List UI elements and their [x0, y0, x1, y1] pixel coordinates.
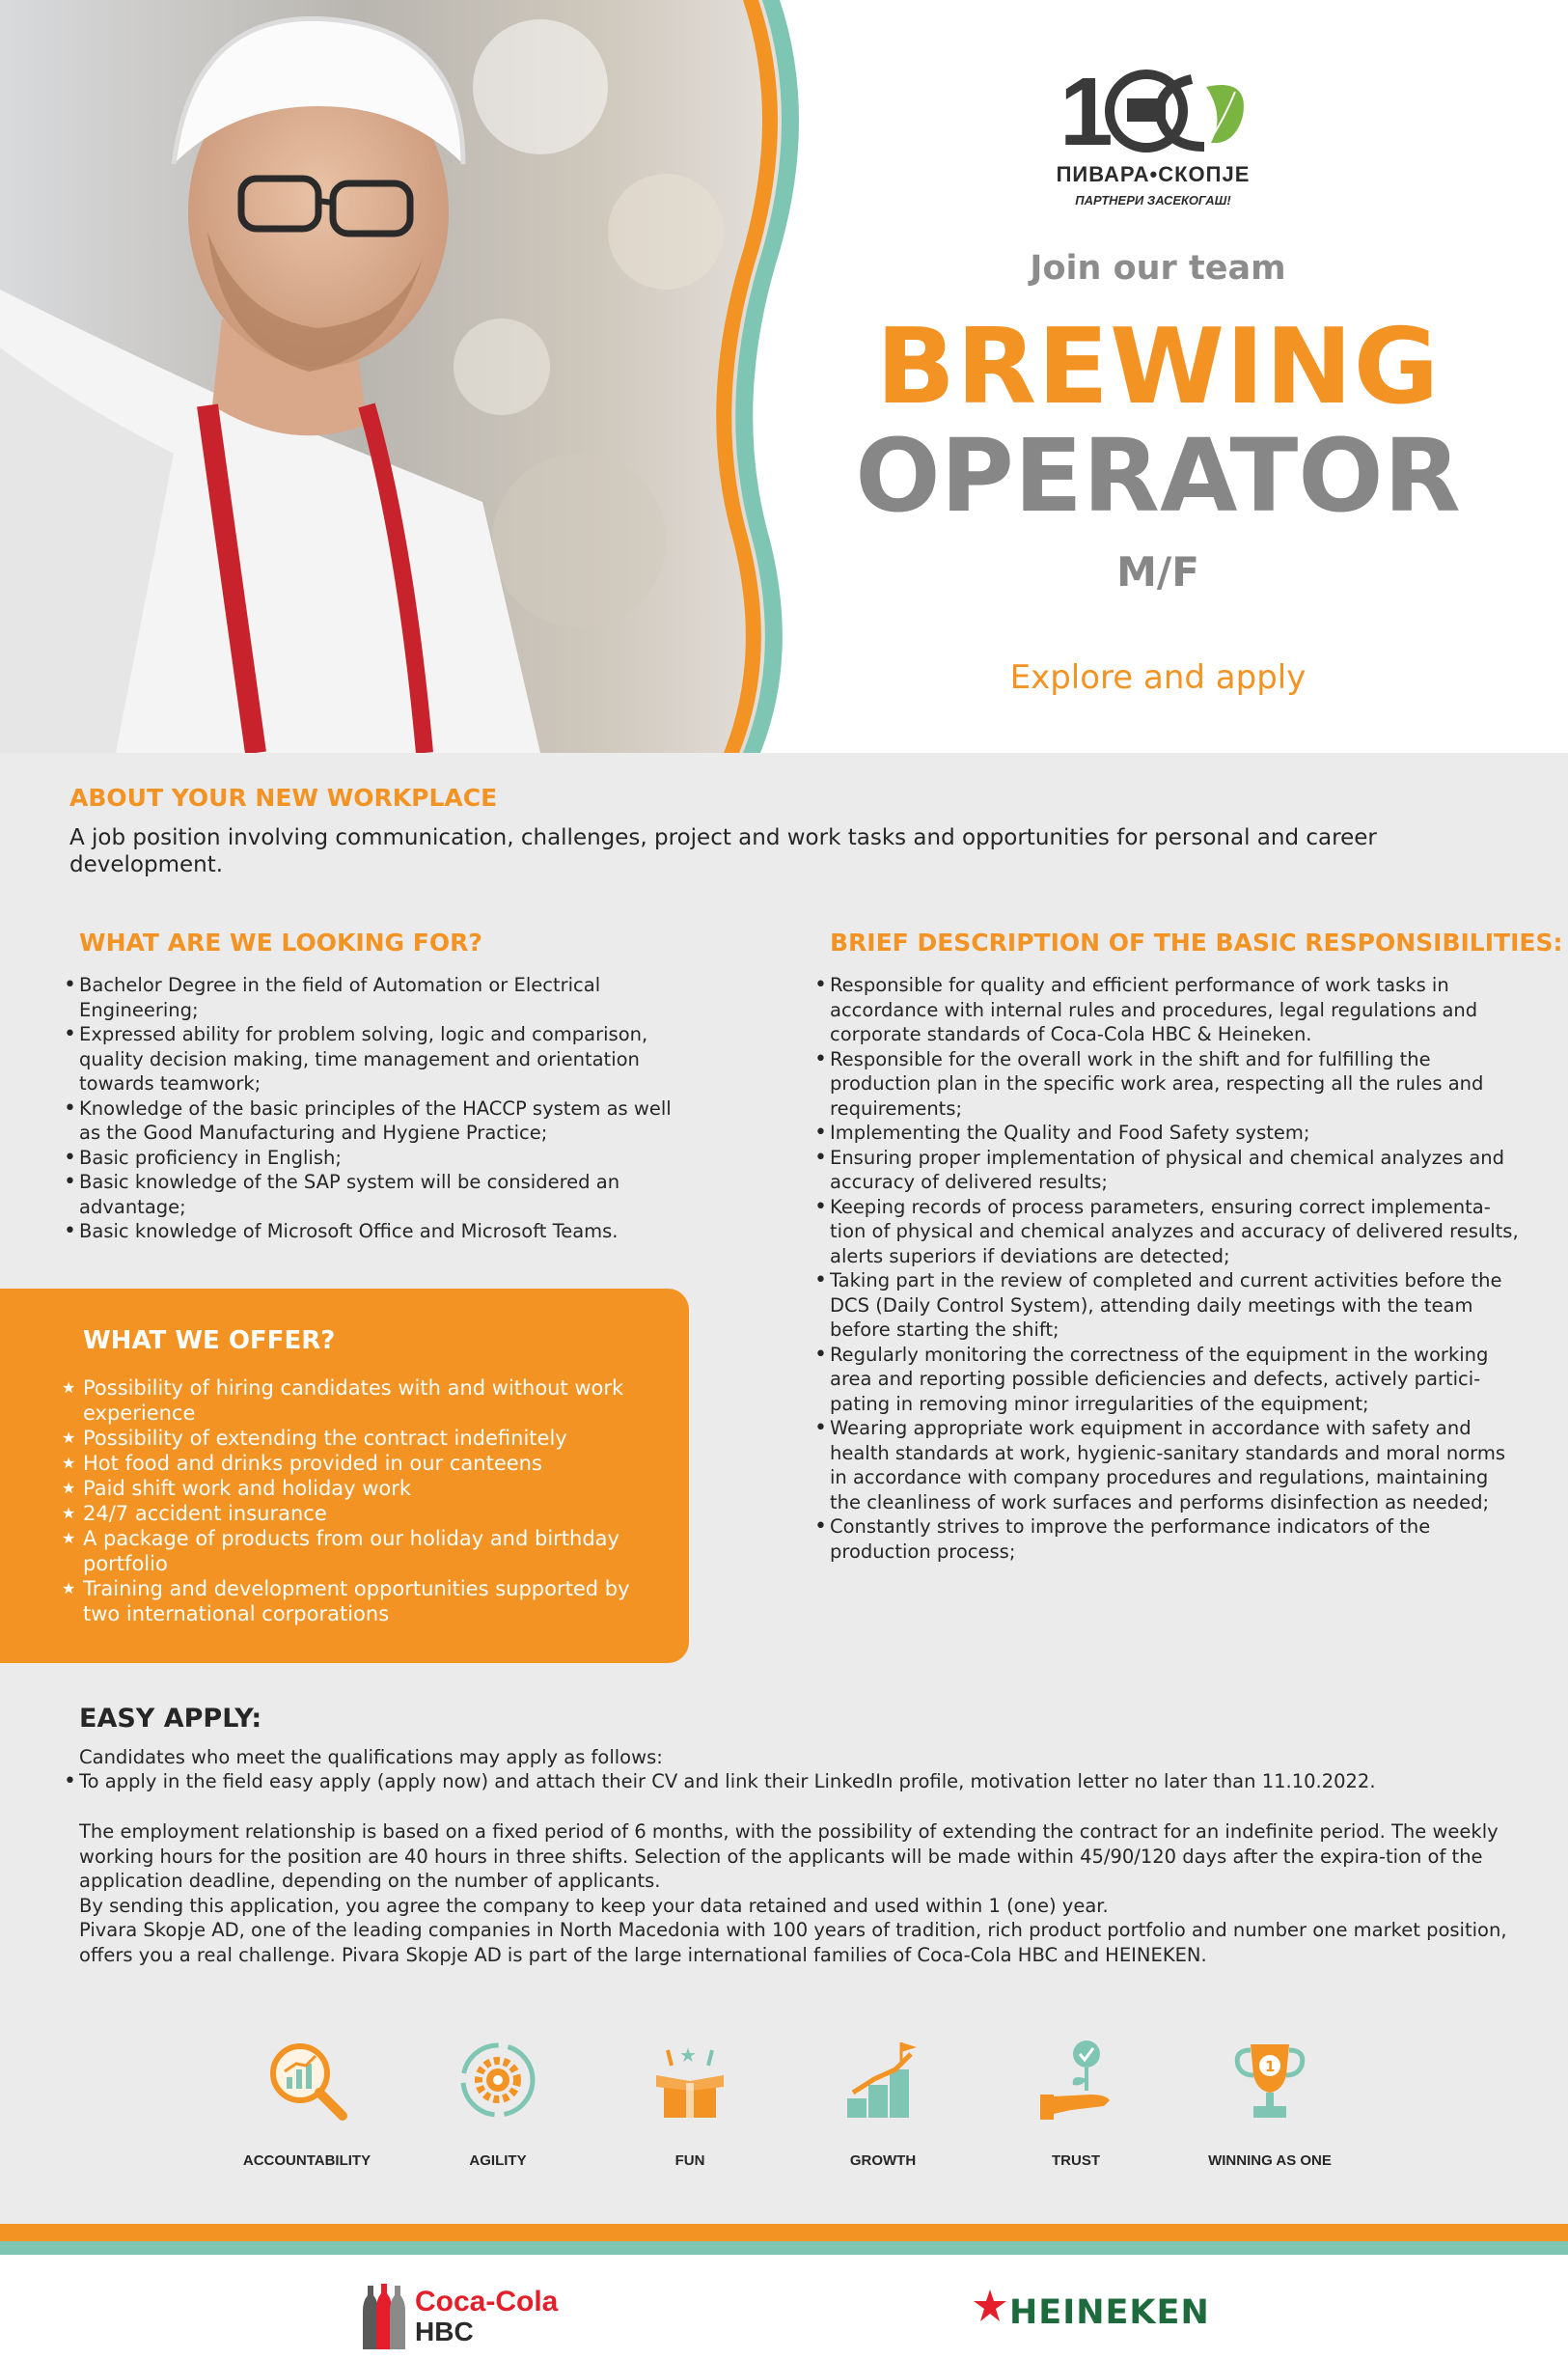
svg-text:1: 1: [1059, 58, 1114, 159]
looking-for-heading: WHAT ARE WE LOOKING FOR?: [79, 929, 482, 957]
list-item: • To apply in the field easy apply (apply now) and attach their CV and link their LinkedIn profile, motivation letter no later than 11.10.2022.: [64, 1769, 1511, 1794]
job-title-line1: BREWING: [875, 307, 1441, 428]
hero-section: [0, 0, 1568, 753]
red-star-icon: [973, 2288, 1007, 2326]
value-fun: [593, 2037, 786, 2169]
list-item: • Regularly monitoring the correctness of the equipment in the working area and reporting possible deficiencies and defects, actively partici-pating in removing minor irregularities of the equipment;: [814, 1343, 1519, 1417]
list-item: ★ 24/7 accident insurance: [62, 1501, 641, 1526]
pivara-skopje-logo: [1052, 58, 1254, 232]
responsibilities-list: [814, 973, 1519, 1564]
gear-cycle-icon: [454, 2037, 541, 2123]
list-item: ★ Possibility of hiring candidates with and without work experience: [62, 1375, 641, 1426]
list-item: • Responsible for the overall work in the shift and for fulfilling the production plan in the specific work area, respecting all the rules and requirements;: [814, 1047, 1519, 1122]
footer: [0, 2255, 1568, 2359]
list-item: • Taking part in the review of completed and current activities before the DCS (Daily Control System), attending daily meetings with the team before starting the shift;: [814, 1268, 1519, 1343]
list-item: • Knowledge of the basic principles of the HACCP system as well as the Good Manufacturing and Hygiene Practice;: [64, 1096, 672, 1146]
list-item: ★ Hot food and drinks provided in our canteens: [62, 1451, 641, 1476]
coca-cola-hbc-label: HBC: [415, 2317, 474, 2346]
value-growth: [786, 2037, 979, 2169]
bottles-icon: [357, 2282, 411, 2349]
value-label: AGILITY: [469, 2152, 527, 2169]
list-item: • Wearing appropriate work equipment in accordance with safety and health standards at work, hygienic-sanitary standards and moral norms in accordance with company procedures and regulations, maintaining the cleanliness of work surfaces and performs disinfection as needed;: [814, 1416, 1519, 1514]
heineken-name: HEINEKEN: [1009, 2293, 1210, 2332]
list-item: • Bachelor Degree in the field of Automation or Electrical Engineering;: [64, 973, 672, 1022]
data-consent: By sending this application, you agree the company to keep your data retained and used within 1 (one) year.: [79, 1894, 1109, 1917]
list-item: • Basic knowledge of the SAP system will be considered an advantage;: [64, 1170, 672, 1219]
footer-stripe-orange: [0, 2224, 1568, 2241]
join-team-text: Join our team: [1030, 249, 1286, 288]
list-item: • Constantly strives to improve the performance indicators of the production process;: [814, 1514, 1519, 1564]
value-label: ACCOUNTABILITY: [242, 2152, 371, 2169]
gender-label: M/F: [1116, 548, 1199, 596]
list-item: • Implementing the Quality and Food Safety system;: [814, 1121, 1519, 1146]
looking-for-list: [64, 973, 672, 1244]
offer-heading: WHAT WE OFFER?: [83, 1326, 336, 1355]
about-text: A job position involving communication, challenges, project and work tasks and opportunities for personal and career development.: [69, 825, 1377, 877]
list-item: • Ensuring proper implementation of physical and chemical analyzes and accuracy of delivered results;: [814, 1146, 1519, 1195]
apply-list: [64, 1769, 1511, 1794]
list-item: ★ Training and development opportunities supported by two international corporations: [62, 1576, 641, 1626]
about-heading: ABOUT YOUR NEW WORKPLACE: [69, 784, 498, 812]
value-agility: [401, 2037, 594, 2169]
value-accountability: [210, 2037, 403, 2169]
hero-photo: [0, 0, 801, 753]
list-item: ★ A package of products from our holiday and birthday portfolio: [62, 1526, 641, 1576]
list-item: • Basic knowledge of Microsoft Office and Microsoft Teams.: [64, 1219, 672, 1244]
growth-steps-icon: [839, 2037, 926, 2123]
footer-stripe-teal: [0, 2241, 1568, 2255]
svg-text:1: 1: [1265, 2058, 1276, 2075]
hand-plant-icon: [1032, 2037, 1119, 2123]
value-winning-as-one: [1173, 2037, 1366, 2169]
job-title-line2: OPERATOR: [855, 417, 1461, 535]
list-item: • Responsible for quality and efficient performance of work tasks in accordance with internal rules and procedures, legal regulations and corporate standards of Coca-Cola HBC & Heineken.: [814, 973, 1519, 1047]
list-item: ★ Possibility of extending the contract indefinitely: [62, 1426, 641, 1451]
coca-cola-hbc-logo: [357, 2282, 589, 2349]
responsibilities-heading: BRIEF DESCRIPTION OF THE BASIC RESPONSIBILITIES:: [830, 929, 1563, 957]
easy-apply-heading: EASY APPLY:: [79, 1704, 262, 1734]
magnifier-chart-icon: [263, 2037, 350, 2123]
value-label: TRUST: [1052, 2152, 1100, 2169]
value-label: FUN: [674, 2152, 705, 2169]
svg-text:★: ★: [679, 2043, 697, 2067]
logo-100-emblem: [1052, 58, 1254, 159]
gift-box-icon: [646, 2037, 733, 2123]
offer-list: [62, 1375, 641, 1626]
list-item: ★ Paid shift work and holiday work: [62, 1476, 641, 1501]
company-info: Pivara Skopje AD, one of the leading companies in North Macedonia with 100 years of tradition, rich product portfolio and number one market position, offers you a real challenge. Pivara Skopje AD is part of the large international families of Coca-Cola HBC and HEINEKEN.: [79, 1919, 1507, 1966]
logo-name: ПИВАРА•СКОПЈЕ: [1056, 162, 1251, 186]
list-item: • Basic proficiency in English;: [64, 1146, 672, 1171]
heineken-logo: [973, 2293, 1224, 2342]
logo-slogan: ПАРТНЕРИ ЗАСЕКОГАШ!: [1075, 193, 1231, 208]
apply-details: [79, 1819, 1517, 1967]
value-label: GROWTH: [849, 2152, 917, 2169]
coca-cola-name: Coca-Cola: [415, 2286, 559, 2317]
list-item: • Expressed ability for problem solving, logic and comparison, quality decision making, time management and orientation towards teamwork;: [64, 1022, 672, 1096]
trophy-icon: [1226, 2037, 1313, 2123]
list-item: • Keeping records of process parameters, ensuring correct implementa-tion of physical and chemical analyzes and accuracy of delivered results, alerts superiors if deviations are detected;: [814, 1195, 1519, 1269]
employment-terms: The employment relationship is based on a fixed period of 6 months, with the possibility of extending the contract for an indefinite period. The weekly working hours for the position are 40 hours in three shifts. Selection of the applicants will be made within 45/90/120 days after the expira-tion of the application deadline, depending on the number of applicants.: [79, 1820, 1499, 1892]
explore-apply-link[interactable]: Explore and apply: [1009, 658, 1307, 697]
value-label: WINNING AS ONE: [1208, 2152, 1332, 2169]
apply-intro: Candidates who meet the qualifications may apply as follows:: [79, 1746, 663, 1768]
value-trust: [979, 2037, 1172, 2169]
